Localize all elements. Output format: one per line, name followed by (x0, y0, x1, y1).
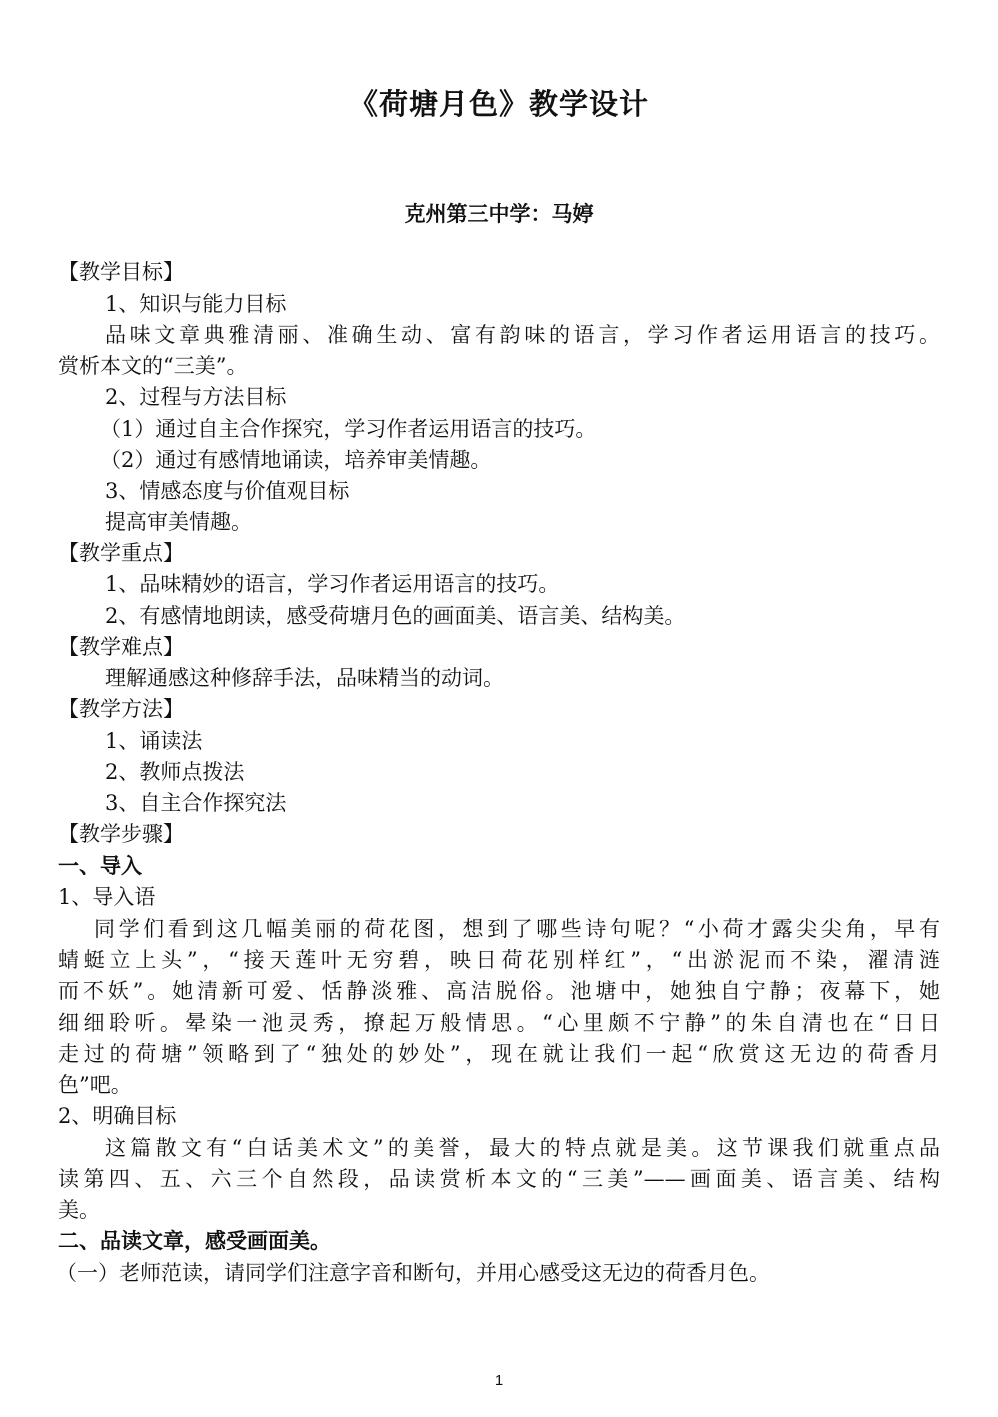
goal-paragraph-line: 美。 (58, 1198, 100, 1222)
intro-paragraph-line: 走过的荷塘”领略到了“独处的妙处”，现在就让我们一起“欣赏这无边的荷香月 (58, 1042, 940, 1066)
goal-item-1-text: 品味文章典雅清丽、准确生动、富有韵味的语言，学习作者运用语言的技巧。 (105, 323, 940, 347)
method-item-3: 3、自主合作探究法 (105, 791, 287, 815)
intro-paragraph-line: 色”吧。 (58, 1073, 132, 1097)
goal-item-3-text: 提高审美情趣。 (105, 510, 252, 534)
subsection-2-heading: 2、明确目标 (58, 1104, 177, 1128)
goal-item-3: 3、情感态度与价值观目标 (105, 479, 350, 503)
method-item-2: 2、教师点拨法 (105, 760, 245, 784)
intro-paragraph-line: 细细聆听。晕染一池灵秀，撩起万般情思。“心里颇不宁静”的朱自清也在“日日 (58, 1011, 940, 1035)
intro-paragraph-line: 而不妖”。她清新可爱、恬静淡雅、高洁脱俗。池塘中，她独自宁静；夜幕下，她 (58, 979, 940, 1003)
goal-item-2: 2、过程与方法目标 (105, 385, 287, 409)
intro-paragraph-line: 蜻蜓立上头”，“接天莲叶无穷碧，映日荷花别样红”，“出淤泥而不染，濯清涟 (58, 948, 940, 972)
intro-paragraph-line: 同学们看到这几幅美丽的荷花图，想到了哪些诗句呢？“小荷才露尖尖角，早有 (94, 917, 940, 941)
subsection-1-heading: 1、导入语 (58, 885, 156, 909)
goal-paragraph-line: 读第四、五、六三个自然段，品读赏析本文的“三美”——画面美、语言美、结构 (58, 1167, 940, 1191)
steps-heading: 【教学步骤】 (58, 822, 184, 846)
goal-item-1: 1、知识与能力目标 (105, 292, 287, 316)
page-number: 1 (494, 1372, 504, 1389)
methods-heading: 【教学方法】 (58, 697, 184, 721)
document-title: 《荷塘月色》教学设计 (348, 87, 649, 121)
difficulty-heading: 【教学难点】 (58, 635, 184, 659)
author-line: 克州第三中学：马婷 (404, 202, 594, 226)
goal-item-1-text-cont: 赏析本文的“三美”。 (58, 354, 248, 378)
goals-heading: 【教学目标】 (58, 260, 184, 284)
goal-item-2a: （1）通过自主合作探究，学习作者运用语言的技巧。 (100, 417, 597, 441)
difficulty-text: 理解通感这种修辞手法，品味精当的动词。 (105, 666, 504, 690)
goal-paragraph-line: 这篇散文有“白话美术文”的美誉，最大的特点就是美。这节课我们就重点品 (105, 1136, 940, 1160)
goal-item-2b: （2）通过有感情地诵读，培养审美情趣。 (100, 448, 492, 472)
section-2-heading: 二、品读文章，感受画面美。 (58, 1229, 331, 1253)
section-2-item-1: （一）老师范读，请同学们注意字音和断句，并用心感受这无边的荷香月色。 (56, 1261, 770, 1285)
keypoint-item-2: 2、有感情地朗读，感受荷塘月色的画面美、语言美、结构美。 (105, 604, 686, 628)
section-1-heading: 一、导入 (58, 854, 142, 878)
method-item-1: 1、诵读法 (105, 729, 203, 753)
keypoints-heading: 【教学重点】 (58, 541, 184, 565)
keypoint-item-1: 1、品味精妙的语言，学习作者运用语言的技巧。 (105, 572, 560, 596)
